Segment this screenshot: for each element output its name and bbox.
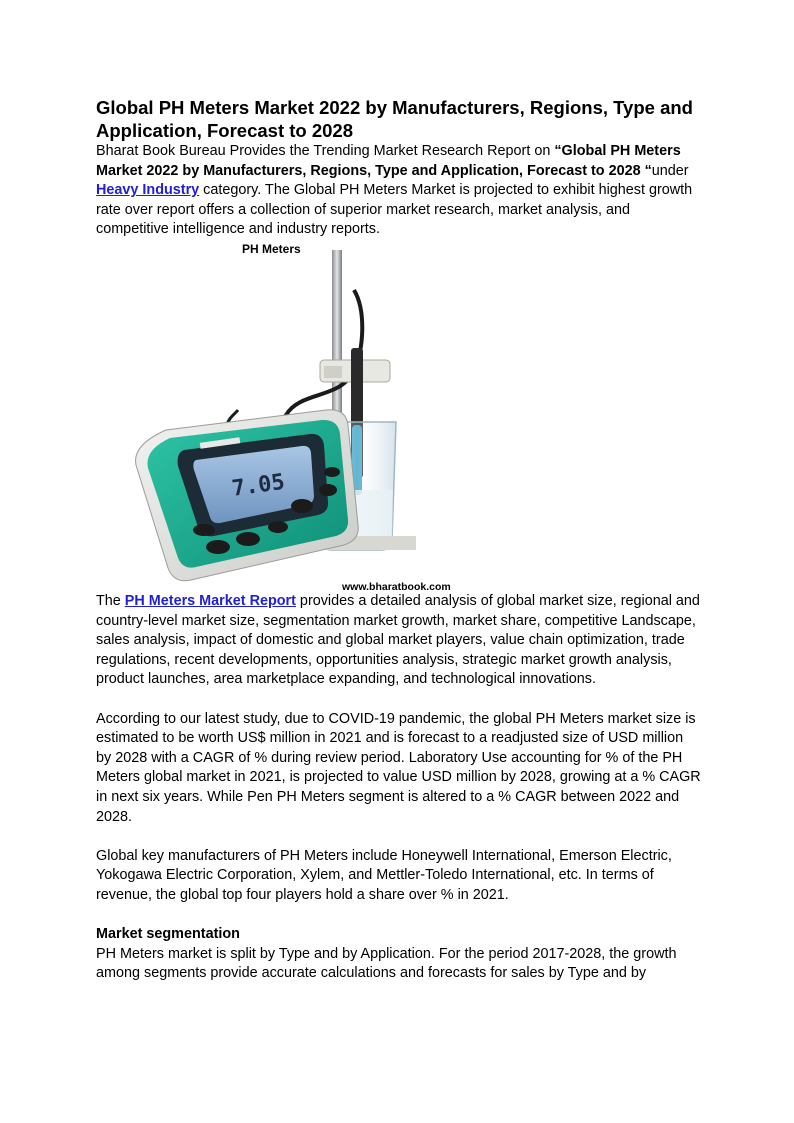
figure-watermark-url: www.bharatbook.com [342, 580, 451, 593]
manufacturers-paragraph: Global key manufacturers of PH Meters include Honeywell International, Emerson Electric, Yokogawa Electric Corporation, Xylem, and Mettler-Toledo International, etc. In terms of revenue, the global top four players hold a share over % in 2021. [96, 847, 672, 903]
market-size-paragraph: According to our latest study, due to COVID-19 pandemic, the global PH Meters market size is estimated to be worth US$ million in 2021 and is forecast to a readjusted size of USD million by 2028 with a CAGR of % during review period. Laboratory Use accounting for % of the PH Meters global market in 2021, is projected to value USD million by 2028, growing at a % CAGR in next six years. While Pen PH Meters segment is altered to a % CAGR between 2022 and 2028. [96, 710, 701, 825]
intro-text-rest: category. The Global PH Meters Market is projected to exhibit highest growth rate over report offers a collection of superior market research, market analysis, and competitive intelligence and industry reports. [96, 182, 693, 238]
meter-button [268, 521, 288, 533]
report-overview-paragraph [96, 592, 702, 690]
meter-button [193, 524, 215, 536]
overview-text: provides a detailed analysis of global market size, regional and country-level market size, segmentation market growth, market share, competitive Landscape, sales analysis, impact of domestic and global market players, value chain optimization, trade regulations, recent developments, opportunities analysis, strategic market growth analysis, product launches, area marketplace expanding, and technological innovations. [96, 592, 700, 688]
segmentation-heading: Market segmentation [96, 926, 240, 943]
lcd-reading: 7.05 [230, 469, 287, 502]
market-report-link[interactable]: PH Meters Market Report [124, 592, 296, 609]
figure-caption: PH Meters [242, 241, 301, 256]
meter-button [206, 540, 230, 554]
document-page [96, 96, 702, 984]
intro-report-title: “Global PH Meters Market 2022 by Manufacturers, Regions, Type and Application, Forecast to 2028 “ [96, 143, 681, 179]
meter-button [236, 532, 260, 546]
overview-text-start: The [96, 592, 125, 609]
ph-meter-illustration [96, 240, 546, 592]
meter-button [291, 499, 313, 513]
intro-text-under: under [651, 162, 689, 179]
intro-text: Bharat Book Bureau Provides the Trending Market Research Report on [96, 143, 555, 159]
intro-paragraph [96, 142, 702, 240]
heavy-industry-link[interactable]: Heavy Industry [96, 182, 200, 199]
segmentation-paragraph: PH Meters market is split by Type and by Application. For the period 2017-2028, the growth among segments provide accurate calculations and forecasts for sales by Type and by [96, 945, 677, 982]
product-figure [96, 240, 546, 592]
page-title: Global PH Meters Market 2022 by Manufacturers, Regions, Type and Application, Forecast to 2028 [96, 97, 693, 141]
meter-button [324, 467, 340, 477]
meter-button [319, 484, 337, 496]
